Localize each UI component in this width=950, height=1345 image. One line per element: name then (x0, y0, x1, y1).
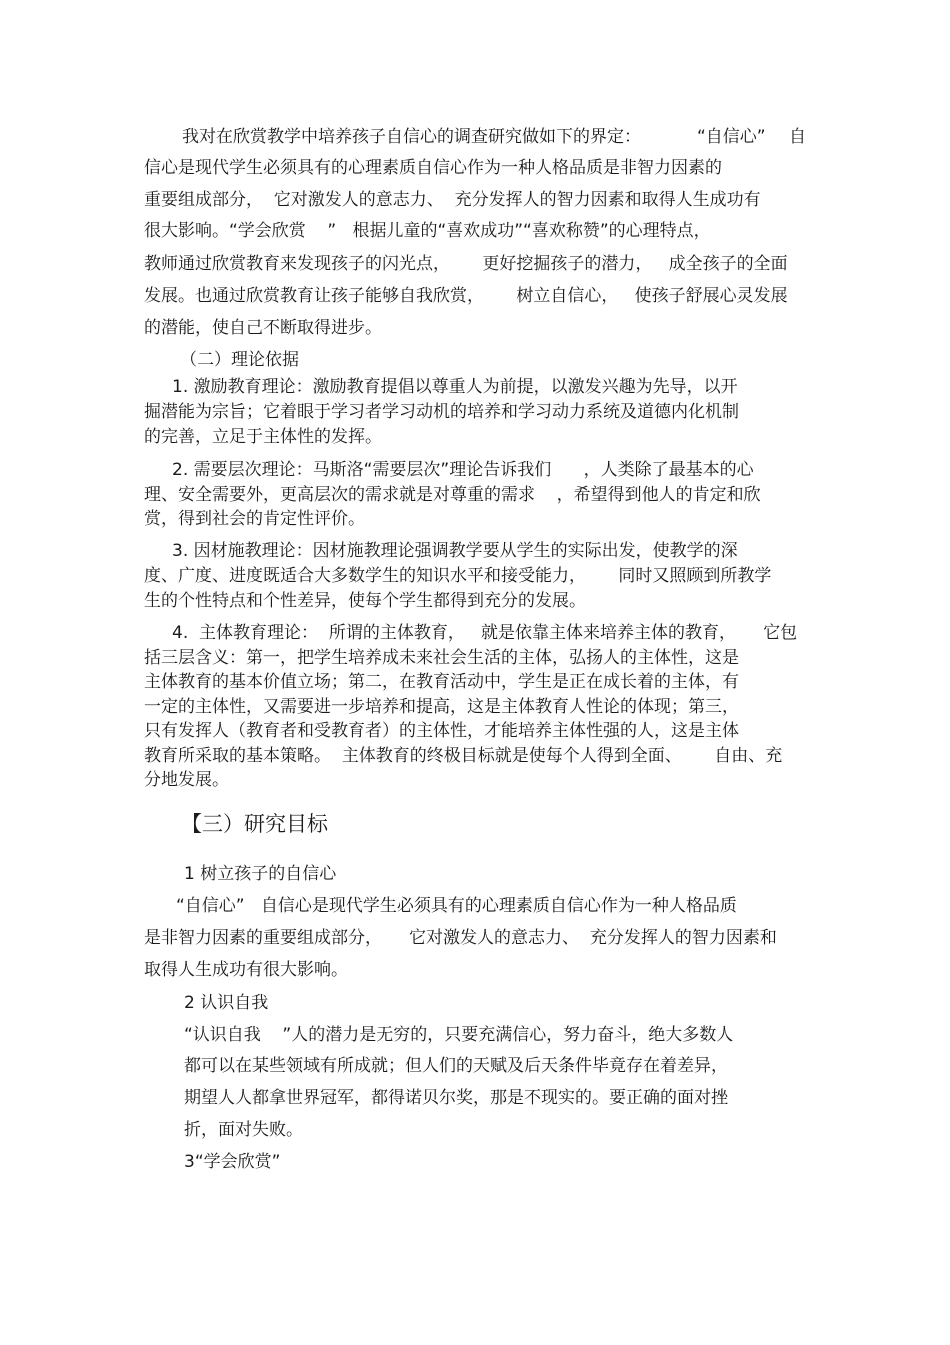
item-4-line-5: 只有发挥人（教育者和受教育者）的主体性，才能培养主体性强的人，这是主体 (144, 721, 739, 741)
item-3-line-1: 3. 因材施教理论：因材施教理论强调教学要从学生的实际出发，使教学的深 (172, 541, 738, 561)
goal-2-line-2: 都可以在某些领域有所成就；但人们的天赋及后天条件毕竟存在着差异， (184, 1056, 728, 1076)
item-4-line-3: 主体教育的基本价值立场；第二，在教育活动中，学生是正在成长着的主体，有 (144, 672, 739, 692)
goal-2-line-3: 期望人人都拿世界冠军，都得诺贝尔奖，那是不现实的。要正确的面对挫 (184, 1088, 728, 1108)
item-4-line-4: 一定的主体性，又需要进一步培养和提高，这是主体教育人性论的体现；第三， (144, 697, 739, 717)
intro-line-4: 很大影响。“学会欣赏 ” 根据儿童的“喜欢成功”“喜欢称赞”的心理特点， (144, 221, 711, 241)
intro-line-6: 发展。也通过欣赏教育让孩子能够自我欣赏， 树立自信心， 使孩子舒展心灵发展 (144, 286, 788, 306)
item-4-line-2: 括三层含义：第一，把学生培养成未来社会生活的主体，弘扬人的主体性，这是 (144, 648, 739, 668)
intro-line-1-end: 自 (789, 127, 806, 147)
intro-line-5: 教师通过欣赏教育来发现孩子的闪光点， 更好挖掘孩子的潜力， 成全孩子的全面 (144, 254, 788, 274)
goal-2-line-4: 折，面对失败。 (184, 1120, 303, 1140)
intro-line-2: 信心是现代学生必须具有的心理素质自信心作为一种人格品质是非智力因素的 (144, 158, 722, 178)
item-1-line-2: 掘潜能为宗旨；它着眼于学习者学习动机的培养和学习动力系统及道德内化机制 (144, 402, 739, 422)
goal-1-title: 1 树立孩子的自信心 (184, 864, 337, 884)
item-4-line-6: 教育所采取的基本策略。 主体教育的终极目标就是使每个人得到全面、 自由、充 (144, 746, 783, 766)
goal-1-line-2: 是非智力因素的重要组成部分， 它对激发人的意志力、 充分发挥人的智力因素和 (144, 928, 777, 948)
intro-line-1: 我对在欣赏教学中培养孩子自信心的调查研究做如下的界定： (182, 127, 641, 147)
item-2-line-2: 理、安全需要外，更高层次的需求就是对尊重的需求 ，希望得到他人的肯定和欣 (144, 485, 761, 505)
intro-line-7: 的潜能，使自己不断取得进步。 (144, 318, 382, 338)
item-2-line-3: 赏，得到社会的肯定性评价。 (144, 509, 365, 529)
item-4-line-1: 4. 主体教育理论： 所谓的主体教育， 就是依靠主体来培养主体的教育， 它包 (172, 623, 798, 643)
intro-line-1-quote: “自信心” (697, 127, 766, 147)
item-3-line-2: 度、广度、进度既适合大多数学生的知识水平和接受能力， 同时又照顾到所教学 (144, 566, 772, 586)
section-2-title: （二）理论依据 (180, 350, 299, 370)
item-2-line-1: 2. 需要层次理论：马斯洛“需要层次”理论告诉我们 ，人类除了最基本的心 (172, 460, 754, 480)
section-3-title: 【三）研究目标 (181, 812, 328, 836)
item-4-line-7: 分地发展。 (144, 770, 229, 790)
goal-2-line-1: “认识自我 ”人的潜力是无穷的，只要充满信心，努力奋斗，绝大多数人 (184, 1025, 734, 1045)
goal-1-line-3: 取得人生成功有很大影响。 (144, 960, 348, 980)
item-1-line-3: 的完善，立足于主体性的发挥。 (144, 427, 382, 447)
goal-1-line-1: “自信心” 自信心是现代学生必须具有的心理素质自信心作为一种人格品质 (176, 896, 737, 916)
goal-3-title: 3“学会欣赏” (184, 1152, 281, 1172)
intro-line-3: 重要组成部分， 它对激发人的意志力、 充分发挥人的智力因素和取得人生成功有 (144, 190, 761, 210)
goal-2-title: 2 认识自我 (184, 993, 269, 1013)
item-1-line-1: 1. 激励教育理论：激励教育提倡以尊重人为前提，以激发兴趣为先导，以开 (172, 377, 738, 397)
item-3-line-3: 生的个性特点和个性差异，使每个学生都得到充分的发展。 (144, 591, 586, 611)
